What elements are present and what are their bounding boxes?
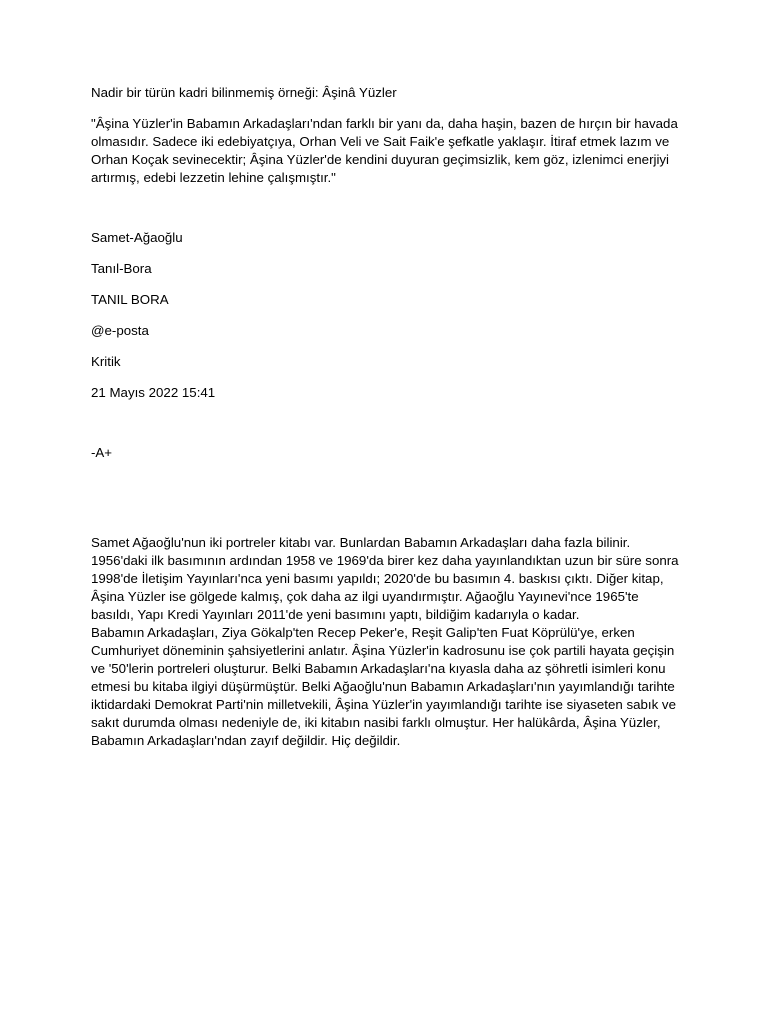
tag-link-samet-agaoglu[interactable]: Samet-Ağaoğlu	[91, 230, 183, 245]
category-link[interactable]: Kritik	[91, 354, 121, 369]
author-name[interactable]: TANIL BORA	[91, 292, 169, 307]
article-title: Nadir bir türün kadri bilinmemiş örneği: Âşinâ Yüzler	[91, 85, 397, 100]
email-link[interactable]: @e-posta	[91, 323, 149, 338]
article-quote: "Âşina Yüzler'in Babamın Arkadaşları'ndan farklı bir yanı da, daha haşin, bazen de hırçın bir havada olmasıdır. Sadece iki edebiyatçıya, Orhan Veli ve Sait Faik'e şefkatle yaklaşır. İtiraf etmek lazım ve Orhan Koçak sevinecektir; Âşina Yüzler'de kendini duyuran geçimsizlik, kem göz, izlenimci enerjiyi artırmış, edebi lezzetin lehine çalışmıştır."	[91, 116, 678, 185]
publish-date: 21 Mayıs 2022 15:41	[91, 385, 216, 400]
tag-link-tanil-bora[interactable]: Tanıl-Bora	[91, 261, 152, 276]
article-paragraph-1: Samet Ağaoğlu'nun iki portreler kitabı var. Bunlardan Babamın Arkadaşları daha fazla bilinir. 1956'daki ilk basımının ardından 1958 ve 1969'da birer kez daha yayınlandıktan uzun bir süre sonra 1998'de İletişim Yayınları'nca yeni basımı yapıldı; 2020'de bu basımın 4. baskısı çıktı. Diğer kitap, Âşina Yüzler ise gölgede kalmış, çok daha az ilgi uyandırmıştır. Ağaoğlu Yayınevi'nce 1965'te basıldı, Yapı Kredi Yayınları 2011'de yeni basımını yaptı, bildiğim kadarıyla o kadar.	[91, 535, 679, 622]
font-size-control[interactable]: -A+	[91, 445, 113, 460]
article-paragraph-2: Babamın Arkadaşları, Ziya Gökalp'ten Recep Peker'e, Reşit Galip'ten Fuat Köprülü'ye, erken Cumhuriyet döneminin şahsiyetlerini anlatır. Âşina Yüzler'in kadrosunu ise çok partili hayata geçişin ve '50'lerin portreleri oluşturur. Belki Babamın Arkadaşları'na kıyasla daha az şöhretli isimleri konu etmesi bu kitaba ilgiyi düşürmüştür. Belki Ağaoğlu'nun Babamın Arkadaşları'nın yayımlandığı tarihte iktidardaki Demokrat Parti'nin milletvekili, Âşina Yüzler'in yayımlandığı tarihte ise siyaseten sabık ve sakıt durumda olması nedeniyle de, iki kitabın nasibi farklı olmuştur. Her halükârda, Âşina Yüzler, Babamın Arkadaşları'ndan zayıf değildir. Hiç değildir.	[91, 625, 676, 748]
document-page	[91, 84, 681, 750]
